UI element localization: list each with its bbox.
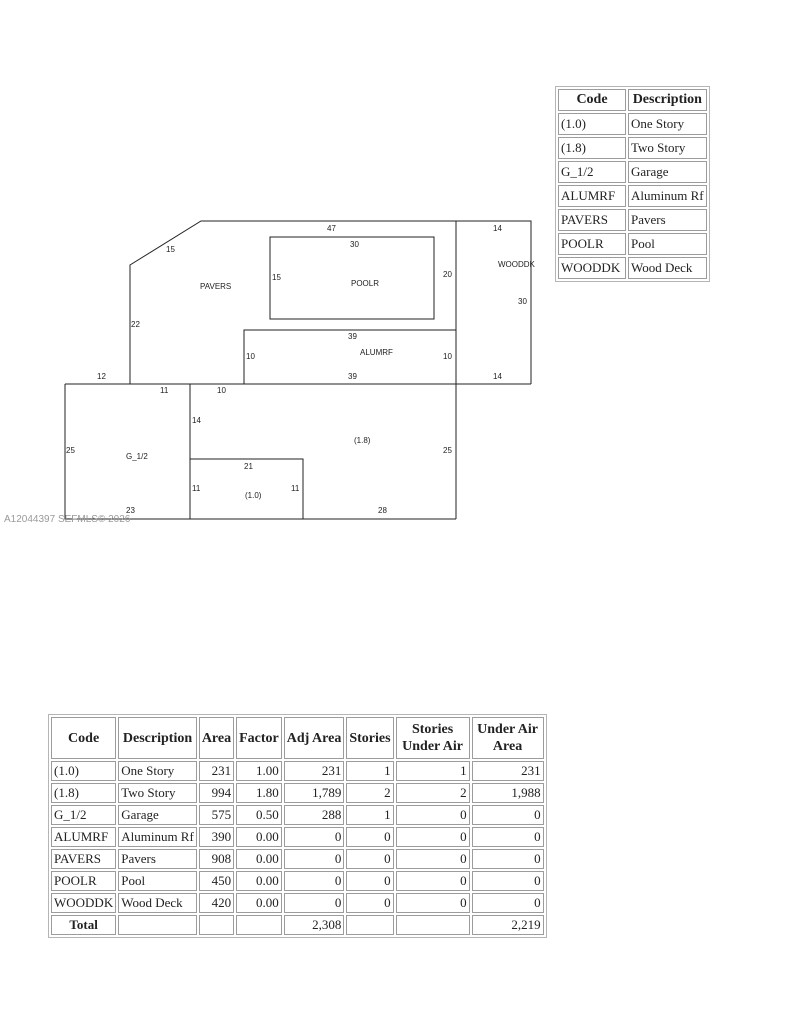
dimension-label: 20 — [443, 270, 452, 279]
cell-stories-under-air: 0 — [396, 871, 470, 891]
table-row — [51, 871, 544, 891]
dimension-label: 14 — [493, 372, 502, 381]
cell-stories: 0 — [346, 827, 393, 847]
total-under-air-area: 2,219 — [472, 915, 544, 935]
cell-area: 450 — [199, 871, 234, 891]
legend-header-description: Description — [628, 89, 707, 111]
total-row — [51, 915, 544, 935]
area-label-garage: G_1/2 — [126, 452, 148, 461]
cell-area: 908 — [199, 849, 234, 869]
dimension-label: 15 — [166, 245, 175, 254]
dimension-label: 23 — [126, 506, 135, 515]
dimension-label: 30 — [518, 297, 527, 306]
total-cell-factor — [236, 915, 282, 935]
header-factor: Factor — [236, 717, 282, 759]
total-cell-description — [118, 915, 197, 935]
table-row — [51, 827, 544, 847]
poolr-outline — [270, 237, 434, 319]
cell-adj-area: 0 — [284, 871, 345, 891]
cell-stories: 0 — [346, 849, 393, 869]
cell-stories: 0 — [346, 893, 393, 913]
dimension-label: 11 — [192, 484, 201, 493]
cell-under-air-area: 0 — [472, 893, 544, 913]
dimension-label: 28 — [378, 506, 387, 515]
table-row — [51, 761, 544, 781]
area-label-poolr: POOLR — [351, 279, 380, 288]
cell-description: Aluminum Rf — [118, 827, 197, 847]
dimension-label: 25 — [66, 446, 75, 455]
legend-description: Wood Deck — [628, 257, 707, 279]
header-code: Code — [51, 717, 116, 759]
dimension-label: 11 — [291, 484, 300, 493]
area-label-two-story: (1.8) — [354, 436, 371, 445]
legend-description: Pool — [628, 233, 707, 255]
cell-area: 575 — [199, 805, 234, 825]
cell-factor: 0.00 — [236, 827, 282, 847]
legend-description: Two Story — [628, 137, 707, 159]
watermark-text: A12044397 SEFMLS© 2026 — [4, 514, 131, 525]
cell-factor: 0.00 — [236, 871, 282, 891]
legend-code: WOODDK — [558, 257, 626, 279]
cell-area: 420 — [199, 893, 234, 913]
dimension-label: 47 — [327, 224, 336, 233]
dimension-label: 10 — [246, 352, 255, 361]
cell-under-air-area: 0 — [472, 849, 544, 869]
cell-description: Garage — [118, 805, 197, 825]
cell-adj-area: 288 — [284, 805, 345, 825]
cell-factor: 0.00 — [236, 893, 282, 913]
cell-code: WOODDK — [51, 893, 116, 913]
dimension-label: 25 — [443, 446, 452, 455]
cell-factor: 0.50 — [236, 805, 282, 825]
cell-stories: 2 — [346, 783, 393, 803]
cell-under-air-area: 0 — [472, 871, 544, 891]
dimension-label: 22 — [131, 320, 140, 329]
legend-description: Aluminum Rf — [628, 185, 707, 207]
cell-code: ALUMRF — [51, 827, 116, 847]
dimension-label: 39 — [348, 372, 357, 381]
cell-code: (1.8) — [51, 783, 116, 803]
cell-adj-area: 0 — [284, 827, 345, 847]
dimension-label: 10 — [443, 352, 452, 361]
legend-description: Pavers — [628, 209, 707, 231]
cell-adj-area: 1,789 — [284, 783, 345, 803]
cell-description: Two Story — [118, 783, 197, 803]
header-under-air-area: Under Air Area — [472, 717, 544, 759]
cell-code: (1.0) — [51, 761, 116, 781]
area-label-alumrf: ALUMRF — [360, 348, 393, 357]
dimension-label: 12 — [97, 372, 106, 381]
dimension-label: 15 — [272, 273, 281, 282]
table-row — [51, 783, 544, 803]
legend-code: (1.8) — [558, 137, 626, 159]
table-row — [51, 849, 544, 869]
cell-factor: 0.00 — [236, 849, 282, 869]
dimension-label: 14 — [493, 224, 502, 233]
cell-area: 994 — [199, 783, 234, 803]
dimension-label: 10 — [217, 386, 226, 395]
header-stories: Stories — [346, 717, 393, 759]
legend-header-code: Code — [558, 89, 626, 111]
cell-adj-area: 231 — [284, 761, 345, 781]
cell-area: 231 — [199, 761, 234, 781]
cell-factor: 1.00 — [236, 761, 282, 781]
total-label: Total — [51, 915, 116, 935]
cell-stories: 1 — [346, 761, 393, 781]
dimension-label: 14 — [192, 416, 201, 425]
cell-code: PAVERS — [51, 849, 116, 869]
cell-description: One Story — [118, 761, 197, 781]
total-cell-area — [199, 915, 234, 935]
table-row — [51, 893, 544, 913]
legend-code: G_1/2 — [558, 161, 626, 183]
cell-description: Wood Deck — [118, 893, 197, 913]
cell-stories: 0 — [346, 871, 393, 891]
legend-code: (1.0) — [558, 113, 626, 135]
cell-stories-under-air: 2 — [396, 783, 470, 803]
cell-code: G_1/2 — [51, 805, 116, 825]
cell-stories: 1 — [346, 805, 393, 825]
cell-area: 390 — [199, 827, 234, 847]
legend-description: One Story — [628, 113, 707, 135]
cell-under-air-area: 0 — [472, 827, 544, 847]
cell-description: Pool — [118, 871, 197, 891]
dimension-label: 21 — [244, 462, 253, 471]
cell-factor: 1.80 — [236, 783, 282, 803]
dimension-label: 30 — [350, 240, 359, 249]
table-row — [51, 805, 544, 825]
legend-code: POOLR — [558, 233, 626, 255]
area-table-header-row — [51, 717, 544, 759]
area-label-pavers: PAVERS — [200, 282, 232, 291]
header-stories-under-air: Stories Under Air — [396, 717, 470, 759]
cell-stories-under-air: 0 — [396, 849, 470, 869]
cell-stories-under-air: 0 — [396, 827, 470, 847]
pavers-outline — [130, 221, 531, 384]
legend-description: Garage — [628, 161, 707, 183]
area-label-one-story: (1.0) — [245, 491, 262, 500]
cell-description: Pavers — [118, 849, 197, 869]
header-adj-area: Adj Area — [284, 717, 345, 759]
cell-stories-under-air: 0 — [396, 805, 470, 825]
total-adj-area: 2,308 — [284, 915, 345, 935]
dimension-label: 39 — [348, 332, 357, 341]
cell-adj-area: 0 — [284, 893, 345, 913]
cell-adj-area: 0 — [284, 849, 345, 869]
cell-under-air-area: 0 — [472, 805, 544, 825]
total-cell-stories-under-air — [396, 915, 470, 935]
header-area: Area — [199, 717, 234, 759]
cell-under-air-area: 1,988 — [472, 783, 544, 803]
cell-stories-under-air: 0 — [396, 893, 470, 913]
dimension-label: 11 — [160, 386, 169, 395]
header-description: Description — [118, 717, 197, 759]
cell-under-air-area: 231 — [472, 761, 544, 781]
area-label-wooddk: WOODDK — [498, 260, 535, 269]
legend-code: ALUMRF — [558, 185, 626, 207]
area-summary-table — [48, 714, 547, 938]
total-cell-stories — [346, 915, 393, 935]
legend-code: PAVERS — [558, 209, 626, 231]
cell-code: POOLR — [51, 871, 116, 891]
cell-stories-under-air: 1 — [396, 761, 470, 781]
